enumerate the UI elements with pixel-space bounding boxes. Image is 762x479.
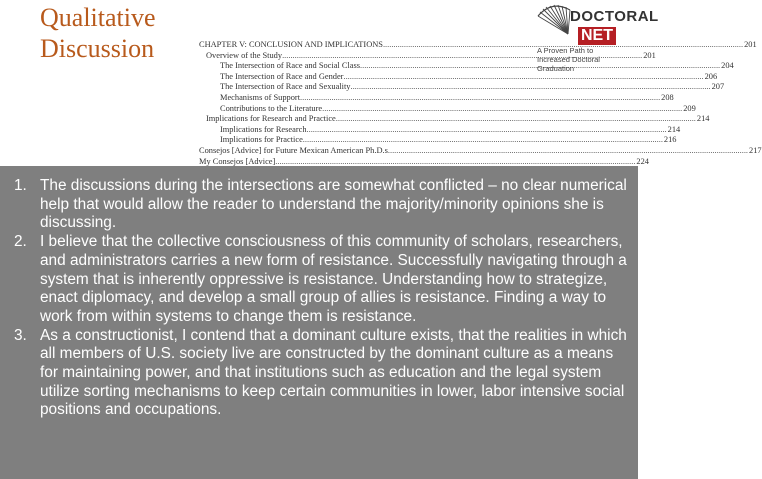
logo-word-net: NET	[578, 27, 616, 45]
toc-entry-label: The Intersection of Race and Social Class	[220, 61, 361, 71]
discussion-point	[14, 233, 630, 327]
toc-page-number: 207	[711, 82, 725, 92]
logo-tagline-part2: Increased Doctoral Graduation	[537, 55, 600, 73]
toc-entry-label: Mechanisms of Support	[220, 92, 301, 102]
toc-page-number: 214	[667, 124, 681, 134]
toc-row	[199, 124, 681, 136]
toc-page-number: 209	[683, 103, 696, 113]
toc-row	[199, 114, 710, 125]
discussion-points-list	[14, 177, 630, 420]
toc-page-number: 224	[636, 156, 649, 166]
point-number: 3.	[14, 326, 27, 344]
toc-row	[199, 71, 718, 83]
toc-entry-label: Implications for Research and Practice	[206, 114, 336, 124]
point-number: 2.	[14, 233, 27, 251]
logo-tagline-part1: A Proven Path to	[537, 46, 594, 55]
toc-page-number: 217	[749, 145, 762, 155]
discussion-point	[14, 327, 630, 421]
point-text: The discussions during the intersections are somewhat conflicted – no clear numerical help that would allow the reader to understand the majority/minority opinions she is discussing.	[40, 177, 627, 232]
toc-page-number: 214	[696, 114, 710, 124]
toc-row	[199, 82, 725, 93]
toc-leader-dots	[388, 146, 748, 157]
mortarboard-fan-icon	[534, 4, 574, 38]
toc-entry-label: My Consejos [Advice]	[199, 156, 276, 166]
toc-entry-label: CHAPTER V: CONCLUSION AND IMPLICATIONS	[199, 40, 383, 49]
toc-entry-label: Consejos [Advice] for Future Mexican American Ph.D.s	[199, 145, 388, 155]
discussion-point	[14, 177, 630, 233]
toc-leader-dots	[350, 82, 710, 93]
toc-page-number: 204	[721, 61, 734, 71]
toc-entry-label: The Intersection of Race and Gender	[220, 71, 344, 81]
point-text: I believe that the collective consciousness of this community of scholars, researchers, and administrators carries a new form of resistance. Successfully navigating through a system that is inherently oppressive is resistance. Understanding how to strategize, enact diplomacy, and develop a small group of allies is resistance. Finding a way to work from within systems to change them is resistance.	[40, 233, 627, 325]
toc-row	[199, 135, 677, 146]
toc-page-number: 208	[661, 92, 674, 102]
toc-leader-dots	[322, 104, 682, 115]
toc-row	[199, 103, 696, 115]
toc-entry-label: Implications for Practice	[220, 135, 303, 145]
toc-leader-dots	[307, 125, 667, 136]
slide-header	[0, 0, 762, 166]
toc-leader-dots	[300, 93, 660, 104]
toc-entry-label: Overview of the Study	[206, 50, 283, 60]
title-line-2: Discussion	[40, 34, 155, 63]
toc-entry-label: The Intersection of Race and Sexuality	[220, 82, 351, 92]
slide-title	[40, 2, 156, 64]
toc-entry-label: Implications for Research	[220, 124, 307, 134]
toc-entry-label: Contributions to the Literature	[220, 103, 323, 113]
toc-row	[199, 92, 674, 104]
toc-page-number: 201	[643, 50, 656, 60]
title-line-1: Qualitative	[40, 3, 156, 32]
toc-row	[199, 145, 762, 157]
toc-page-number: 216	[663, 135, 677, 145]
toc-leader-dots	[303, 135, 663, 146]
toc-page-number: 206	[704, 71, 718, 81]
toc-leader-dots	[343, 72, 703, 83]
toc-page-number: 201	[744, 40, 757, 49]
logo-tagline	[537, 46, 635, 73]
point-number: 1.	[14, 177, 27, 194]
point-text: As a constructionist, I contend that a dominant culture exists, that the realities in which all members of U.S. society live are constructed by the dominant culture as a means for maintaining power, and that institutions such as education and the legal system utilize sorting mechanisms to keep certain communities in lower, labor intensive social positions and occupations.	[40, 326, 627, 419]
logo-word-doctoral: DOCTORAL	[570, 8, 659, 25]
toc-leader-dots	[336, 114, 696, 125]
